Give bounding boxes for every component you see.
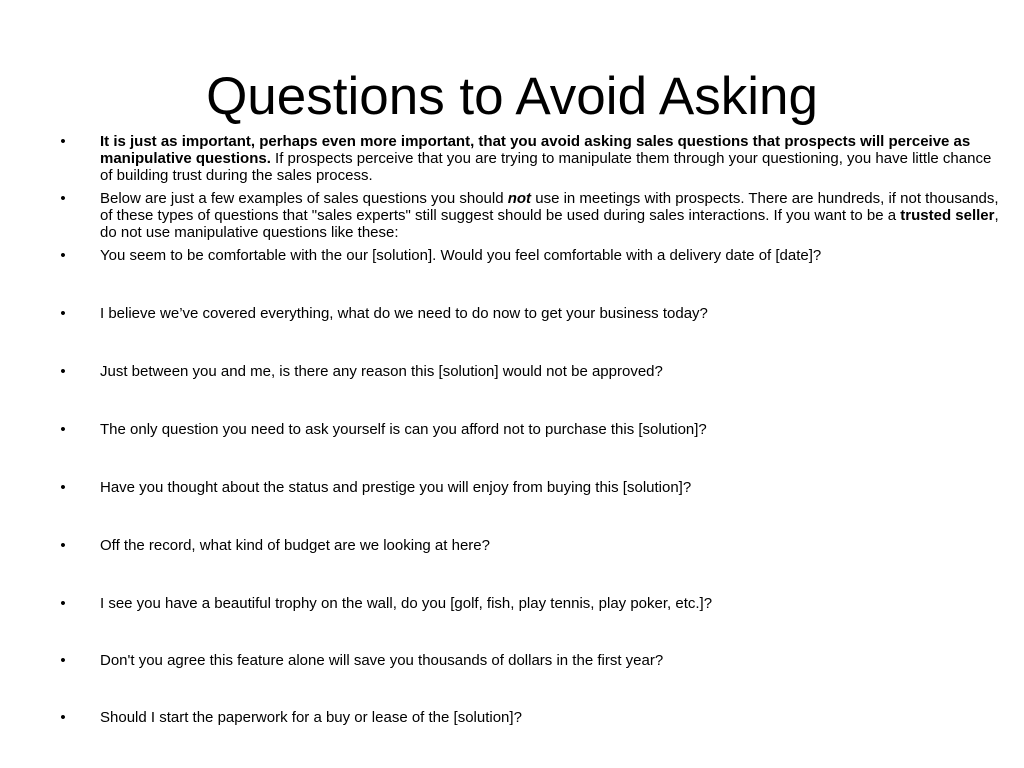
bullet-marker: • — [60, 190, 66, 207]
examples-intro-part2: use in meetings with prospects. There are hundreds, if not thousands, of these types of questions that "sales experts" still suggest should be used during sales interactions. If you want to be a — [100, 190, 999, 224]
intro-rest-text: If prospects perceive that you are trying to manipulate them through your questioning, you have little chance of building trust during the sales process. — [100, 150, 992, 184]
slide-title: Questions to Avoid Asking — [206, 67, 818, 126]
list-item — [60, 479, 1000, 496]
list-item — [60, 537, 1000, 554]
question-text: I see you have a beautiful trophy on the wall, do you [golf, fish, play tennis, play poker, etc.]? — [100, 595, 713, 612]
list-item — [60, 595, 1000, 612]
examples-intro-emphasis: not — [507, 190, 532, 207]
list-item — [60, 305, 1000, 322]
examples-intro-part3: , do not use manipulative questions like these: — [100, 207, 999, 241]
bullet-marker: • — [60, 537, 66, 554]
question-text: You seem to be comfortable with the our [solution]. Would you feel comfortable with a delivery date of [date]? — [100, 247, 822, 264]
bullet-marker: • — [60, 421, 66, 438]
question-text: Just between you and me, is there any reason this [solution] would not be approved? — [100, 363, 663, 380]
question-text: Have you thought about the status and prestige you will enjoy from buying this [solution]? — [100, 479, 692, 496]
bullet-marker: • — [60, 363, 66, 380]
list-item — [60, 652, 1000, 669]
bullet-marker: • — [60, 652, 66, 669]
examples-intro-part1: Below are just a few examples of sales questions you should — [100, 190, 508, 207]
intro-bold-text: It is just as important, perhaps even more important, that you avoid asking sales questions that prospects will perceive as manipulative questions. — [100, 133, 971, 167]
list-item — [60, 190, 1000, 241]
bullet-marker: • — [60, 247, 66, 264]
bullet-marker: • — [60, 709, 66, 726]
bullet-marker: • — [60, 305, 66, 322]
list-item — [60, 363, 1000, 380]
examples-intro-bold-term: trusted seller — [900, 207, 995, 224]
list-item — [60, 709, 1000, 726]
question-text: Should I start the paperwork for a buy or lease of the [solution]? — [100, 709, 522, 726]
bullet-marker: • — [60, 133, 66, 150]
list-item — [60, 133, 1000, 184]
question-text: Don't you agree this feature alone will save you thousands of dollars in the first year? — [100, 652, 664, 669]
question-text: The only question you need to ask yourself is can you afford not to purchase this [solution]? — [100, 421, 707, 438]
bullet-marker: • — [60, 479, 66, 496]
list-item — [60, 247, 1000, 264]
bullet-marker: • — [60, 595, 66, 612]
question-text: Off the record, what kind of budget are we looking at here? — [100, 537, 490, 554]
list-item — [60, 421, 1000, 438]
question-text: I believe we’ve covered everything, what do we need to do now to get your business today? — [100, 305, 708, 322]
